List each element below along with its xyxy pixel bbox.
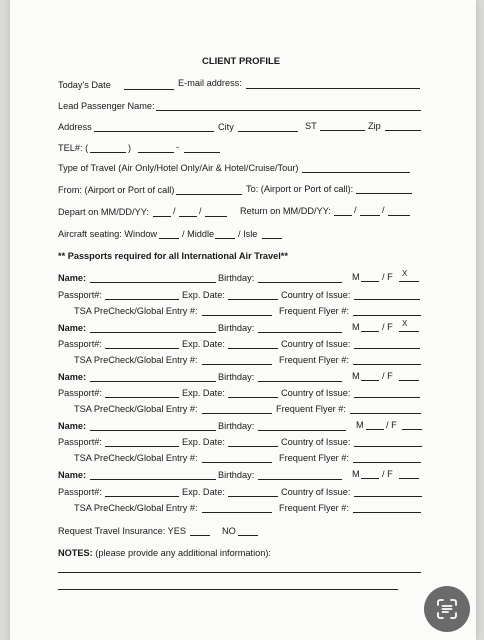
- passenger-2-name-field[interactable]: [90, 332, 216, 333]
- passenger-1-tsa-label: TSA PreCheck/Global Entry #:: [74, 306, 198, 316]
- return-slash-2: /: [382, 205, 385, 215]
- passenger-1-exp-label: Exp. Date:: [182, 290, 225, 300]
- city-field[interactable]: [238, 131, 298, 132]
- seating-middle-label: / Middle: [182, 229, 215, 239]
- passenger-5-country-field[interactable]: [354, 496, 422, 497]
- passenger-2-tsa-label: TSA PreCheck/Global Entry #:: [74, 355, 198, 365]
- passenger-5-ff-label: Frequent Flyer #:: [279, 503, 349, 513]
- todays-date-field[interactable]: [124, 89, 174, 90]
- notes-line-1[interactable]: [58, 572, 421, 573]
- passenger-3-birthday-label: Birthday:: [218, 372, 255, 382]
- passenger-1-m-label: M: [352, 272, 360, 282]
- tel-prefix-field[interactable]: [138, 152, 174, 153]
- passenger-3-birthday-field[interactable]: [258, 381, 342, 382]
- passenger-3-f-field[interactable]: [399, 380, 419, 381]
- to-field[interactable]: [356, 193, 412, 194]
- tel-dash: -: [176, 142, 180, 152]
- passenger-4-m-label: M: [356, 420, 364, 430]
- passenger-4-m-field[interactable]: [366, 429, 384, 430]
- passenger-1-ff-field[interactable]: [353, 315, 421, 316]
- zip-label: Zip: [368, 121, 381, 131]
- passenger-2-birthday-label: Birthday:: [218, 323, 255, 333]
- depart-dd-field[interactable]: [179, 216, 197, 217]
- scan-text-button[interactable]: [424, 586, 470, 632]
- passenger-2-m-field[interactable]: [361, 331, 379, 332]
- notes-hint: (please provide any additional information):: [95, 548, 271, 558]
- seating-isle-label: / Isle: [238, 229, 258, 239]
- passenger-4-name-label: Name:: [58, 421, 87, 431]
- passenger-2-exp-label: Exp. Date:: [182, 339, 225, 349]
- insurance-no-field[interactable]: [238, 535, 258, 536]
- passenger-3-tsa-field[interactable]: [202, 413, 272, 414]
- passenger-5-country-label: Country of Issue:: [281, 487, 351, 497]
- passenger-1-f-label: / F: [382, 272, 393, 282]
- seating-window-field[interactable]: [159, 238, 179, 239]
- passenger-1-name-label: Name:: [58, 273, 87, 283]
- address-label: Address: [58, 122, 92, 132]
- seating-isle-field[interactable]: [262, 238, 282, 239]
- to-label: To: (Airport or Port of call):: [246, 184, 354, 194]
- passenger-4-birthday-field[interactable]: [258, 430, 346, 431]
- passenger-5-exp-field[interactable]: [228, 496, 278, 497]
- passports-note: ** Passports required for all International Air Travel**: [58, 251, 288, 261]
- passenger-4-passport-field[interactable]: [105, 446, 179, 447]
- passenger-4-country-field[interactable]: [354, 446, 422, 447]
- passenger-1-f-field[interactable]: [399, 281, 419, 282]
- st-label: ST: [305, 121, 317, 131]
- passenger-3-country-label: Country of Issue:: [281, 388, 351, 398]
- passenger-1-country-label: Country of Issue:: [281, 290, 351, 300]
- from-field[interactable]: [176, 194, 242, 195]
- passenger-5-birthday-field[interactable]: [258, 479, 342, 480]
- passenger-5-name-field[interactable]: [90, 479, 216, 480]
- passenger-3-m-field[interactable]: [361, 380, 379, 381]
- tel-label: TEL#: (: [58, 143, 89, 153]
- passenger-1-m-field[interactable]: [361, 281, 379, 282]
- insurance-label: Request Travel Insurance: YES: [58, 526, 187, 536]
- page-title: CLIENT PROFILE: [202, 56, 281, 67]
- return-label: Return on MM/DD/YY:: [240, 206, 331, 216]
- passenger-3-passport-field[interactable]: [105, 397, 179, 398]
- notes-heading: NOTES:: [58, 548, 93, 558]
- passenger-1-ff-label: Frequent Flyer #:: [279, 306, 349, 316]
- depart-label: Depart on MM/DD/YY:: [58, 207, 149, 217]
- passenger-2-ff-label: Frequent Flyer #:: [279, 355, 349, 365]
- email-field[interactable]: [246, 88, 420, 89]
- passenger-3-m-label: M: [352, 371, 360, 381]
- passenger-2-birthday-field[interactable]: [258, 332, 342, 333]
- passenger-4-passport-label: Passport#:: [58, 437, 102, 447]
- st-field[interactable]: [320, 130, 365, 131]
- form-page: [10, 0, 476, 640]
- passenger-2-country-label: Country of Issue:: [281, 339, 351, 349]
- passenger-2-f-mark: X: [402, 319, 408, 328]
- passenger-2-passport-label: Passport#:: [58, 339, 102, 349]
- type-of-travel-field[interactable]: [302, 172, 410, 173]
- passenger-4-birthday-label: Birthday:: [218, 421, 255, 431]
- passenger-2-passport-field[interactable]: [105, 348, 179, 349]
- depart-slash-1: /: [173, 206, 176, 216]
- passenger-5-birthday-label: Birthday:: [218, 470, 255, 480]
- passenger-4-name-field[interactable]: [90, 430, 216, 431]
- passenger-1-passport-label: Passport#:: [58, 290, 102, 300]
- lead-passenger-field[interactable]: [156, 110, 421, 111]
- passenger-4-ff-field[interactable]: [353, 462, 421, 463]
- passenger-5-passport-label: Passport#:: [58, 487, 102, 497]
- passenger-3-name-label: Name:: [58, 372, 87, 382]
- tel-paren: ): [128, 143, 132, 153]
- passenger-5-name-label: Name:: [58, 470, 87, 480]
- tel-area-field[interactable]: [90, 152, 126, 153]
- passenger-1-f-mark: X: [402, 269, 408, 278]
- city-label: City: [218, 122, 234, 132]
- passenger-1-exp-field[interactable]: [228, 299, 278, 300]
- passenger-4-tsa-field[interactable]: [202, 462, 272, 463]
- passenger-5-m-label: M: [352, 469, 360, 479]
- passenger-1-tsa-field[interactable]: [202, 315, 272, 316]
- passenger-2-country-field[interactable]: [354, 348, 420, 349]
- notes-label: [58, 548, 271, 559]
- zip-field[interactable]: [385, 130, 421, 131]
- passenger-1-name-field[interactable]: [90, 282, 216, 283]
- from-label: From: (Airport or Port of call): [58, 185, 175, 195]
- passenger-4-country-label: Country of Issue:: [281, 437, 351, 447]
- passenger-3-exp-field[interactable]: [228, 397, 278, 398]
- passenger-5-f-label: / F: [382, 469, 393, 479]
- passenger-2-f-field[interactable]: [399, 331, 419, 332]
- passenger-1-country-field[interactable]: [354, 299, 420, 300]
- email-label: E-mail address:: [178, 78, 242, 88]
- passenger-5-f-field[interactable]: [399, 478, 419, 479]
- tel-line-field[interactable]: [184, 152, 220, 153]
- passenger-3-tsa-label: TSA PreCheck/Global Entry #:: [74, 404, 198, 414]
- passenger-4-exp-field[interactable]: [228, 446, 278, 447]
- passenger-5-exp-label: Exp. Date:: [182, 487, 225, 497]
- passenger-2-f-label: / F: [382, 322, 393, 332]
- address-field[interactable]: [94, 131, 214, 132]
- passenger-2-exp-field[interactable]: [228, 348, 278, 349]
- type-of-travel-label: Type of Travel (Air Only/Hotel Only/Air & Hotel/Cruise/Tour): [58, 163, 299, 173]
- passenger-3-ff-field[interactable]: [350, 413, 421, 414]
- depart-slash-2: /: [199, 206, 202, 216]
- return-slash-1: /: [354, 205, 357, 215]
- seating-label: Aircraft seating: Window: [58, 229, 158, 239]
- passenger-3-ff-label: Frequent Flyer #:: [276, 404, 346, 414]
- passenger-5-ff-field[interactable]: [353, 512, 421, 513]
- return-dd-field[interactable]: [360, 215, 380, 216]
- notes-line-2[interactable]: [58, 589, 398, 590]
- passenger-2-name-label: Name:: [58, 323, 87, 333]
- text-scan-icon: [435, 597, 459, 621]
- passenger-4-tsa-label: TSA PreCheck/Global Entry #:: [74, 453, 198, 463]
- passenger-5-passport-field[interactable]: [105, 496, 179, 497]
- passenger-2-ff-field[interactable]: [353, 364, 421, 365]
- passenger-2-tsa-field[interactable]: [202, 364, 272, 365]
- passenger-3-name-field[interactable]: [90, 381, 216, 382]
- passenger-1-passport-field[interactable]: [105, 299, 179, 300]
- passenger-5-m-field[interactable]: [361, 478, 379, 479]
- passenger-2-m-label: M: [352, 322, 360, 332]
- passenger-1-birthday-label: Birthday:: [218, 273, 255, 283]
- passenger-3-f-label: / F: [382, 371, 393, 381]
- passenger-4-ff-label: Frequent Flyer #:: [279, 453, 349, 463]
- passenger-4-f-field[interactable]: [402, 429, 422, 430]
- passenger-1-birthday-field[interactable]: [258, 282, 342, 283]
- passenger-5-tsa-label: TSA PreCheck/Global Entry #:: [74, 503, 198, 513]
- passenger-5-tsa-field[interactable]: [202, 512, 272, 513]
- passenger-3-country-field[interactable]: [354, 397, 420, 398]
- lead-passenger-label: Lead Passenger Name:: [58, 101, 155, 111]
- depart-yy-field[interactable]: [205, 216, 227, 217]
- passenger-3-exp-label: Exp. Date:: [182, 388, 225, 398]
- passenger-4-exp-label: Exp. Date:: [182, 437, 225, 447]
- depart-mm-field[interactable]: [153, 216, 171, 217]
- passenger-3-passport-label: Passport#:: [58, 388, 102, 398]
- return-yy-field[interactable]: [388, 215, 410, 216]
- todays-date-label: Today's Date: [58, 80, 111, 90]
- seating-middle-field[interactable]: [215, 238, 235, 239]
- insurance-yes-field[interactable]: [190, 535, 210, 536]
- passenger-4-f-label: / F: [386, 420, 397, 430]
- insurance-no-label: NO: [222, 526, 236, 536]
- return-mm-field[interactable]: [334, 215, 352, 216]
